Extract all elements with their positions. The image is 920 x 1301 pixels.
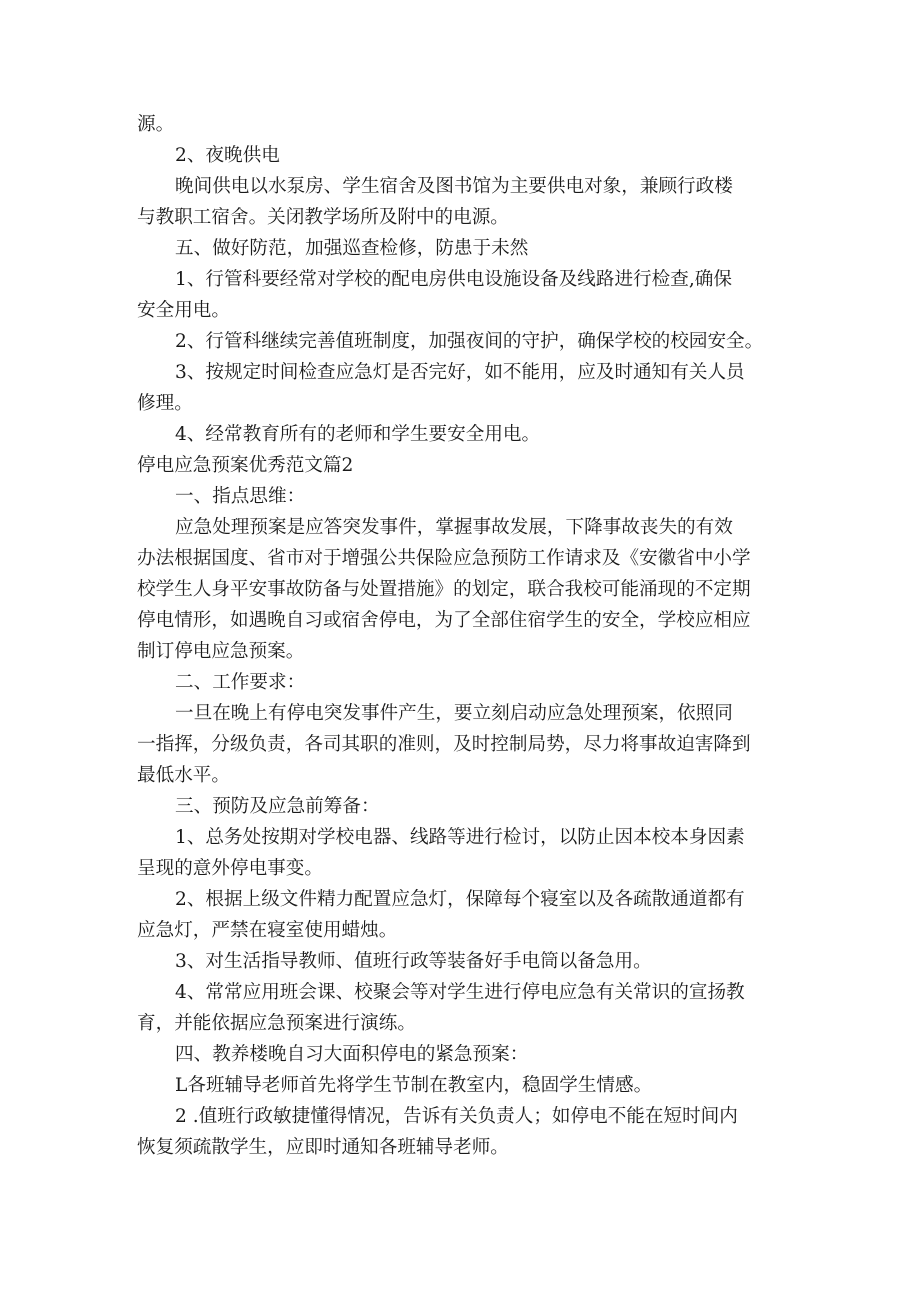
text-line: 育，并能依据应急预案进行演练。: [137, 1013, 416, 1034]
text-line: 停电情形，如遇晚自习或宿舍停电，为了全部住宿学生的安全，学校应相应: [137, 610, 751, 631]
text-line: 4、常常应用班会课、校聚会等对学生进行停电应急有关常识的宣扬教: [175, 982, 745, 1003]
text-line: 修理。: [137, 393, 193, 414]
text-line: 1、总务处按期对学校电器、线路等进行检讨，以防止因本校本身因素: [175, 827, 745, 848]
text-line: 一指挥，分级负责，各司其职的准则，及时控制局势，尽力将事故迫害降到: [137, 734, 751, 755]
text-line: 晚间供电以水泵房、学生宿舍及图书馆为主要供电对象，兼顾行政楼: [175, 176, 733, 197]
text-line: 校学生人身平安事故防备与处置措施》的划定，联合我校可能涌现的不定期: [137, 579, 751, 600]
section-heading: 一、指点思维：: [175, 486, 306, 507]
text-line: 2、夜晚供电: [175, 145, 280, 166]
section-heading: 二、工作要求：: [175, 672, 306, 693]
text-line: L各班辅导老师首先将学生节制在教室内，稳固学生情感。: [175, 1075, 653, 1096]
text-line: 2、根据上级文件精力配置应急灯，保障每个寝室以及各疏散通道都有: [175, 889, 745, 910]
section-heading: 三、预防及应急前筹备：: [175, 796, 380, 817]
text-line: 最低水平。: [137, 765, 230, 786]
text-line: 4、经常教育所有的老师和学生要安全用电。: [175, 424, 541, 445]
text-line: 安全用电。: [137, 300, 230, 321]
text-line: 2、行管科继续完善值班制度，加强夜间的守护，确保学校的校园安全。: [175, 331, 764, 352]
text-line: 与教职工宿舍。关闭教学场所及附中的电源。: [137, 207, 509, 228]
text-line: 源。: [137, 114, 175, 135]
text-line: 制订停电应急预案。: [137, 641, 305, 662]
section-heading: 五、做好防范，加强巡查检修，防患于未然: [175, 238, 529, 259]
text-line: 办法根据国度、省市对于增强公共保险应急预防工作请求及《安徽省中小学: [137, 548, 751, 569]
text-line: 呈现的意外停电事变。: [137, 858, 323, 879]
text-line: 3、对生活指导教师、值班行政等装备好手电筒以备急用。: [175, 951, 652, 972]
text-line: 1、行管科要经常对学校的配电房供电设施设备及线路进行检查,确保: [175, 269, 732, 290]
text-line: 应急灯，严禁在寝室使用蜡烛。: [137, 920, 398, 941]
text-line: 一旦在晚上有停电突发事件产生，要立刻启动应急处理预案，依照同: [175, 703, 733, 724]
section-heading: 四、教养楼晚自习大面积停电的紧急预案：: [175, 1044, 529, 1065]
text-line: 3、按规定时间检查应急灯是否完好，如不能用，应及时通知有关人员: [175, 362, 745, 383]
text-line: 恢复须疏散学生，应即时通知各班辅导老师。: [137, 1137, 509, 1158]
text-line: 应急处理预案是应答突发事件，掌握事故发展，下降事故丧失的有效: [175, 517, 733, 538]
document-title: 停电应急预案优秀范文篇2: [137, 455, 354, 476]
text-line: 2 .值班行政敏捷懂得情况，告诉有关负责人；如停电不能在短时间内: [175, 1106, 738, 1127]
